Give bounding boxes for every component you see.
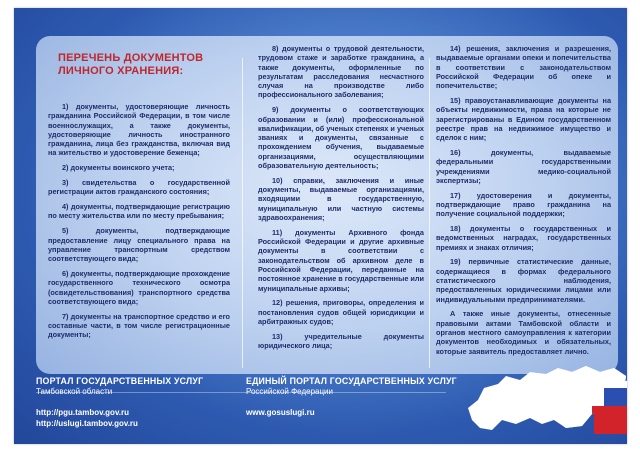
list-item: 16) документы, выдаваемые федеральными государственными учреждениями медико-социальной экспертизы; bbox=[436, 147, 611, 185]
list-item: 18) документы о государственных и ведомственных наградах, государственных премиях и знаках отличия; bbox=[436, 224, 611, 252]
regional-portal-info bbox=[36, 376, 221, 430]
document-list-panel bbox=[36, 36, 618, 374]
federal-portal-subtitle: Российской Федерации bbox=[246, 387, 333, 396]
column-1 bbox=[48, 44, 230, 345]
list-item: 2) документы воинского учета; bbox=[62, 163, 175, 173]
regional-portal-title: ПОРТАЛ ГОСУДАРСТВЕННЫХ УСЛУГ bbox=[36, 376, 204, 386]
regional-portal-link-1[interactable]: http://pgu.tambov.gov.ru bbox=[36, 408, 130, 417]
list-item: 1) документы, удостоверяющие личность гражданина Российской Федерации, в том числе военнослужащих, а также документы, удостоверяющие личность иностранного гражданина, лица без гражданства, включая вид на жительство и удостоверение беженца; bbox=[48, 102, 230, 158]
federal-portal-link[interactable]: www.gosuslugi.ru bbox=[246, 408, 315, 417]
list-item: 7) документы на транспортное средство и его составные части, в том числе регистрационные документы; bbox=[48, 311, 230, 340]
list-item: 10) справки, заключения и иные документы, выдаваемые организациями, входящими в государственную, муниципальную или частную системы здравоохранения; bbox=[258, 175, 424, 223]
list-item: 11) документы Архивного фонда Российской Федерации и другие архивные документы в соответствии с законодательством об архивном деле в Российской Федерации, переданные на постоянное хранение в государственные или муниципальные архивы; bbox=[258, 227, 425, 293]
brochure-page bbox=[14, 8, 627, 444]
column-2 bbox=[258, 44, 424, 356]
column-divider bbox=[242, 58, 243, 368]
column-divider bbox=[429, 58, 430, 368]
federal-portal-title: ЕДИНЫЙ ПОРТАЛ ГОСУДАРСТВЕННЫХ УСЛУГ bbox=[246, 376, 457, 386]
list-heading bbox=[58, 52, 230, 78]
heading-line-1: ПЕРЕЧЕНЬ ДОКУМЕНТОВ bbox=[58, 52, 204, 64]
list-item: 19) первичные статистические данные, содержащиеся в формах федерального статистического наблюдения, предоставленных юридическими лицами или индивидуальными предпринимателями. bbox=[436, 257, 611, 304]
list-item: 8) документы о трудовой деятельности, трудовом стаже и заработке гражданина, а также документы, оформленные по результатам расследования несчастного случая на производстве либо профессионального заболевания; bbox=[258, 44, 424, 100]
federal-portal-info bbox=[246, 376, 466, 419]
list-item: 9) документы о соответствующих образовании и (или) профессиональной квалификации, об ученых степенях и ученых званиях и документы, связанные с прохождением обучения, выдаваемые организациями, осуществляющими образовательную деятельность; bbox=[258, 105, 424, 171]
list-item: 13) учредительные документы юридического лица; bbox=[258, 331, 424, 351]
heading-line-2: ЛИЧНОГО ХРАНЕНИЯ: bbox=[58, 65, 184, 77]
list-item: 12) решения, приговоры, определения и постановления судов общей юрисдикции и арбитражных судов; bbox=[258, 298, 424, 327]
regional-portal-link-2[interactable]: http://uslugi.tambov.gov.ru bbox=[36, 419, 138, 428]
list-item: 6) документы, подтверждающие прохождение государственного технического осмотра (освидетельствования) транспортного средства соответствующего вида; bbox=[48, 268, 230, 306]
list-item: 17) удостоверения и документы, подтверждающие право гражданина на получение социальной поддержки; bbox=[436, 190, 611, 219]
closing-note: А также иные документы, отнесенные правовыми актами Тамбовской области и органов местного самоуправления к категории документов необходимых и обязательных, которые заявитель предоставляет лично. bbox=[436, 309, 611, 356]
list-item: 4) документы, подтверждающие регистрацию по месту жительства или по месту пребывания; bbox=[48, 202, 230, 221]
list-item: 5) документы, подтверждающие предоставление лицу специального права на управление транспортным средством соответствующего вида; bbox=[48, 226, 230, 264]
list-item: 3) свидетельства о государственной регистрации актов гражданского состояния; bbox=[48, 178, 230, 197]
list-item: 15) правоустанавливающие документы на объекты недвижимости, права на которые не зарегистрированы в Едином государственном реестре прав на недвижимое имущество и сделок с ним; bbox=[436, 95, 611, 143]
column-3 bbox=[436, 44, 611, 361]
russia-map-flag-icon bbox=[454, 358, 627, 444]
list-item: 14) решения, заключения и разрешения, выдаваемые органами опеки и попечительства в соответствии с законодательством Российской Федерации об опеке и попечительстве; bbox=[436, 44, 611, 91]
regional-portal-subtitle: Тамбовской области bbox=[36, 387, 113, 396]
